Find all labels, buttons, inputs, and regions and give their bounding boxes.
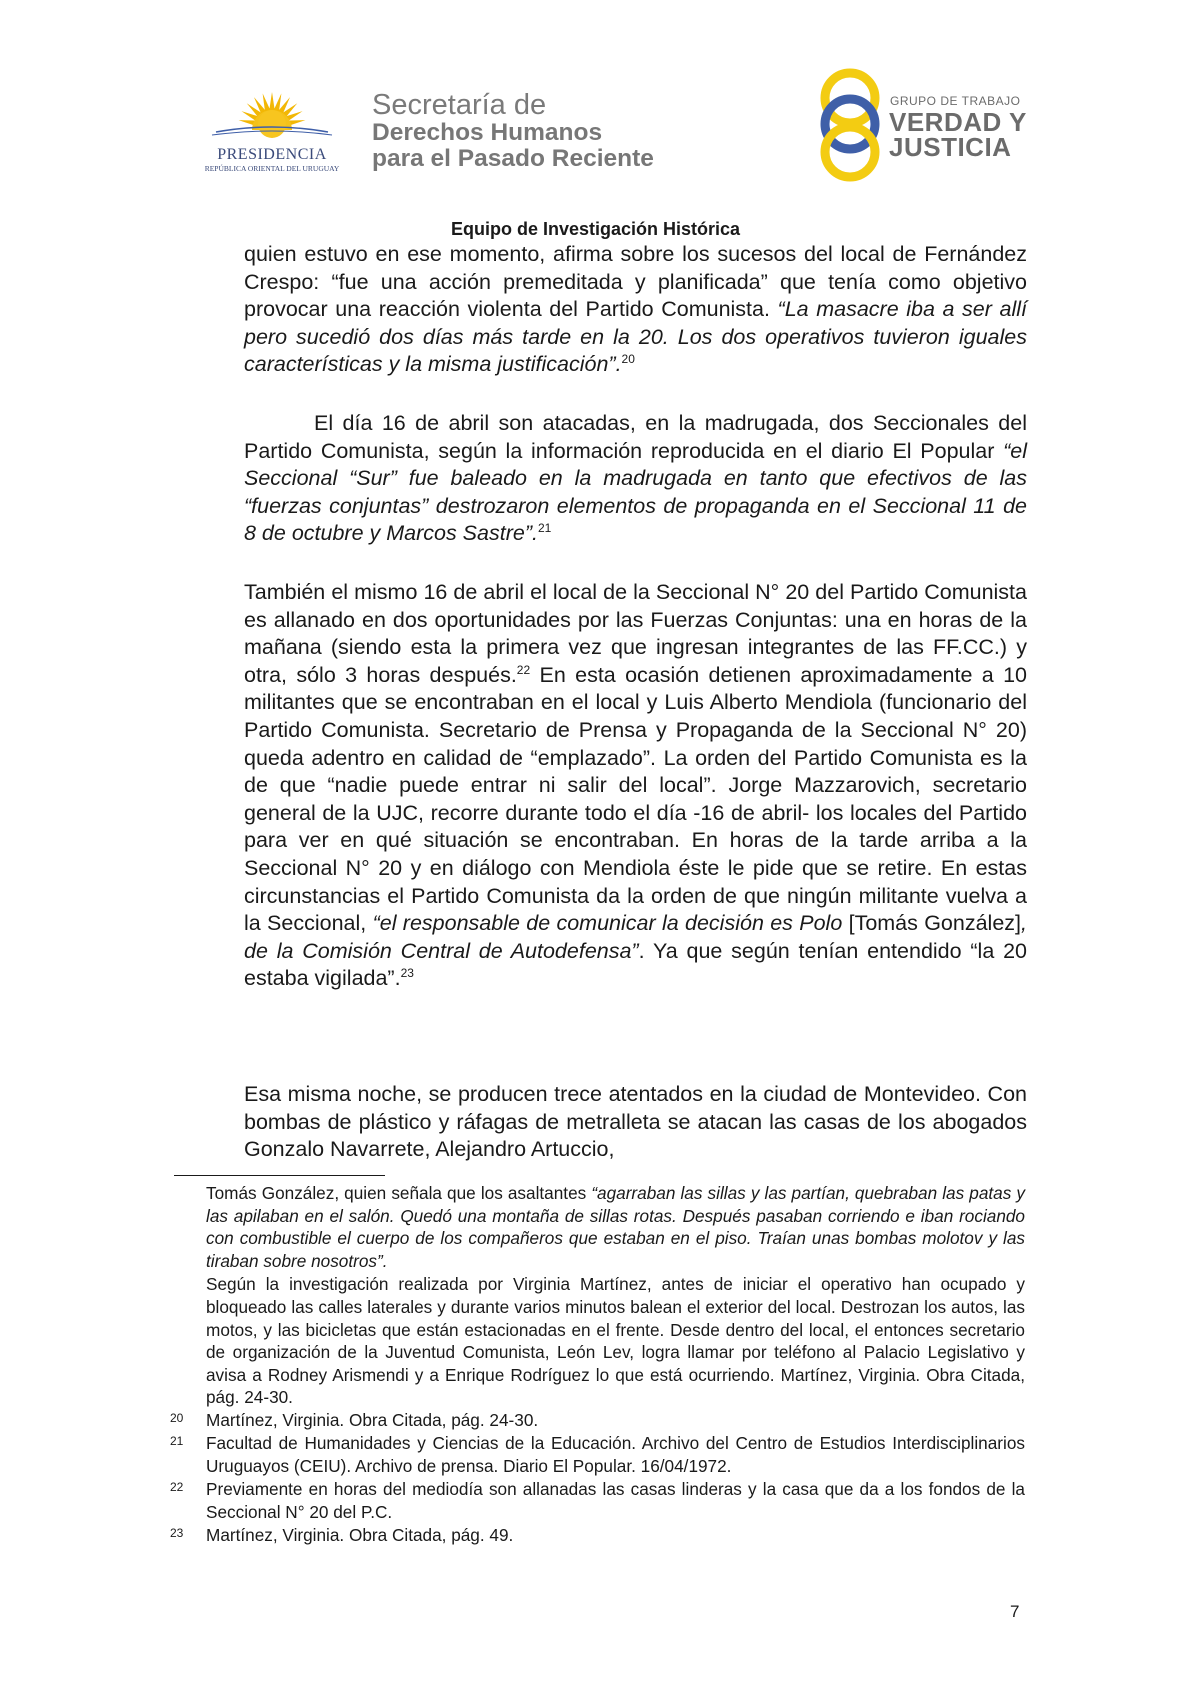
footnote-number: 22: [170, 1480, 184, 1494]
secretaria-logo-text: [372, 90, 702, 172]
footnote-continuation: [170, 1182, 1025, 1410]
paragraph-2: [244, 410, 1027, 548]
p2-text: El día 16 de abril son atacadas, en la madrugada, dos Seccionales del Partido Comunista, según la información reproducida en el diario El Popular: [244, 411, 1027, 463]
p3-text-a: También el mismo 16 de abril el local de la Seccional N° 20 del Partido Comunista es allanado en dos oportunidades por las Fuerzas Conjuntas: una en horas de la mañana (siendo esta la primera vez que ingresan integrantes de las FF.CC.) y otra, sólo 3 horas después.: [244, 580, 1027, 687]
verdad-justicia-rings-logo: [810, 64, 890, 186]
p3-quote-1: “el responsable de comunicar la decisión es Polo: [372, 911, 849, 936]
justicia-label: JUSTICIA: [889, 132, 1012, 162]
p3-bracket: [Tomás González]: [848, 911, 1022, 936]
footnote-text: Martínez, Virginia. Obra Citada, pág. 49.: [206, 1525, 514, 1545]
verdad-label: VERDAD Y: [889, 107, 1027, 137]
p4-text: Esa misma noche, se producen trece atentados en la ciudad de Montevideo. Con bombas de plástico y ráfagas de metralleta se atacan las casas de los abogados Gonzalo Navarrete, Alejandro Artuccio,: [244, 1082, 1027, 1162]
fn-cont-investigation: Según la investigación realizada por Virginia Martínez, antes de iniciar el operativo han ocupado y bloqueado las calles laterales y durante varios minutos balean el exterior del local. Destrozan los autos, las motos, y las bicicletas que están estacionadas en el frente. Desde dentro del local, el entonces secretario de organización de la Juventud Comunista, León Lev, logra llamar por teléfono al Palacio Legislativo y avisa a Rodney Arismendi y a Enrique Rodríguez lo que está ocurriendo. Martínez, Virginia. Obra Citada, pág. 24-30.: [206, 1274, 1025, 1408]
footnote-23: [170, 1524, 1025, 1547]
verdad-justicia-label: [889, 107, 1027, 162]
footnote-text: Facultad de Humanidades y Ciencias de la Educación. Archivo del Centro de Estudios Interdisciplinarios Uruguayos (CEIU). Archivo de prensa. Diario El Popular. 16/04/1972.: [206, 1433, 1025, 1476]
paragraph-4: [244, 1081, 1027, 1164]
secretaria-line-2: Derechos Humanos: [372, 119, 603, 146]
page-header-title: Equipo de Investigación Histórica: [450, 219, 741, 239]
p3-text-b: En esta ocasión detienen aproximadamente a 10 militantes que se encontraban en el local y Luis Alberto Mendiola (funcionario del Partido Comunista. Secretario de Prensa y Propaganda de la Seccional N° 20) queda adentro en calidad de “emplazado”. La orden del Partido Comunista es la de que “nadie puede entrar ni salir del local”. Jorge Mazzarovich, secretario general de la UJC, recorre durante todo el día -16 de abril- los locales del Partido para ver en qué situación se encontraban. En horas de la tarde arriba a la Seccional N° 20 y en diálogo con Mendiola éste le pide que se retire. En estas circunstancias el Partido Comunista da la orden de que ningún militante vuelva a la Seccional,: [244, 662, 1027, 936]
page-number: 7: [1010, 1602, 1020, 1621]
p1-quote: “La masacre iba a ser allí pero sucedió dos días más tarde en la 20. Los dos operativos tuvieron iguales características y la misma justificación”.: [244, 297, 1027, 377]
p1-text: quien estuvo en ese momento, afirma sobre los sucesos del local de Fernández Crespo: “fue una acción premeditada y planificada” que tenía como objetivo provocar una reacción violenta del Partido Comunista.: [244, 242, 1027, 322]
footnote-number: 21: [170, 1434, 184, 1448]
grupo-trabajo-label: GRUPO DE TRABAJO: [890, 94, 1021, 108]
footnote-separator: [174, 1175, 385, 1176]
presidencia-name: PRESIDENCIA: [217, 146, 327, 163]
footnote-22: [170, 1478, 1025, 1523]
paragraph-1: [244, 241, 1027, 379]
secretaria-line-1: Secretaría de: [372, 89, 547, 121]
footnote-ref-20: 20: [621, 352, 635, 367]
p3-text-c: . Ya que según tenían entendido “la 20 estaba vigilada”.: [244, 938, 1028, 991]
footnote-ref-22: 22: [516, 662, 531, 677]
presidencia-subtitle: REPÚBLICA ORIENTAL DEL URUGUAY: [204, 164, 340, 173]
footnote-ref-23: 23: [400, 966, 414, 981]
footnote-ref-21: 21: [537, 521, 552, 536]
secretaria-line-3: para el Pasado Reciente: [372, 145, 654, 172]
footnote-number: 23: [170, 1526, 184, 1540]
fn-cont-quote: “agarraban las sillas y las partían, quebraban las patas y las apilaban en el salón. Quedó una montaña de sillas rotas. Después pasaban corriendo e iban rociando con combustible el cuerpo de los compañeros que estaban en el piso. Traían unas bombas molotov y las tiraban sobre nosotros”.: [206, 1183, 1025, 1271]
footnote-20: [170, 1409, 1025, 1432]
p2-quote: “el Seccional “Sur” fue baleado en la madrugada en tanto que efectivos de las “fuerzas conjuntas” destrozaron elementos de propaganda en el Seccional 11 de 8 de octubre y Marcos Sastre”.: [244, 438, 1027, 546]
footnote-text: Martínez, Virginia. Obra Citada, pág. 24-30.: [206, 1410, 539, 1430]
footnote-number: 20: [170, 1411, 184, 1425]
footnote-text: Previamente en horas del mediodía son allanadas las casas linderas y la casa que da a los fondos de la Seccional N° 20 del P.C.: [206, 1479, 1025, 1522]
paragraph-3: [244, 579, 1027, 993]
footnote-21: [170, 1432, 1025, 1477]
fn-cont-text: Tomás González, quien señala que los asaltantes: [206, 1183, 592, 1203]
p3-quote-2: , de la Comisión Central de Autodefensa”: [244, 911, 1027, 963]
